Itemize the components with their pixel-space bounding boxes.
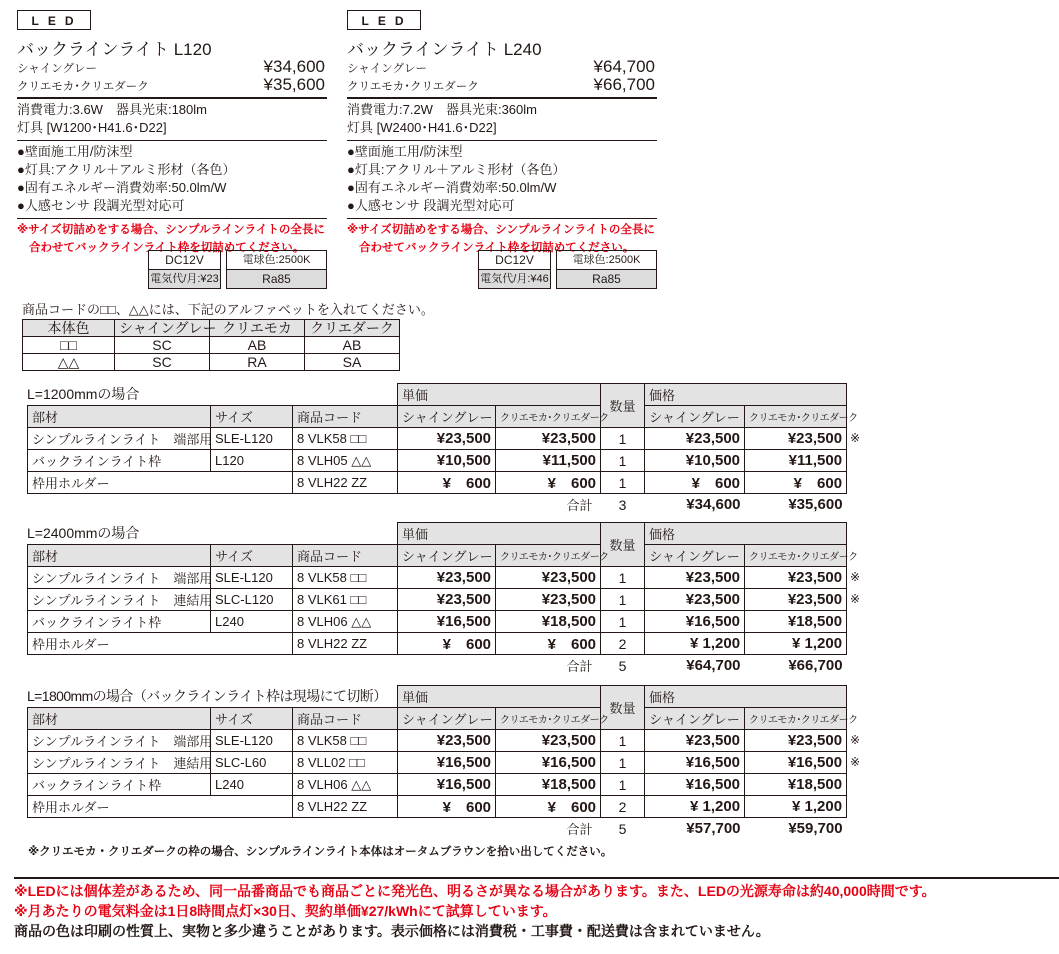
quantity: 1 <box>601 730 645 752</box>
price: ¥10,500 <box>645 450 745 472</box>
total-shine: ¥64,700 <box>686 657 741 674</box>
variant-price: ¥34,600 <box>263 57 325 76</box>
unit-price: ¥16,500 <box>496 752 601 774</box>
quantity: 1 <box>601 567 645 589</box>
price: ¥16,500 <box>745 752 847 774</box>
price-table <box>27 522 858 676</box>
feature-item: ●壁面施工用/防沫型 <box>17 144 133 159</box>
price: ¥ 1,200 <box>745 633 847 655</box>
section-title: L=1200mmの場合 <box>27 386 140 402</box>
part-name: シンプルラインライト 端部用 <box>28 567 211 589</box>
divider <box>347 97 657 99</box>
header-part: 部材 <box>28 406 211 428</box>
size: SLC-L60 <box>211 752 293 774</box>
unit-price: ¥ 600 <box>398 796 496 818</box>
table-row <box>28 752 847 774</box>
header-quantity: 数量 <box>601 686 645 730</box>
table-row <box>28 611 847 633</box>
quantity: 2 <box>601 796 645 818</box>
header-unit-price: 単価 <box>398 384 601 406</box>
table-row <box>28 428 847 450</box>
unit-price: ¥ 600 <box>496 796 601 818</box>
header-size: サイズ <box>211 708 293 730</box>
header-part: 部材 <box>28 708 211 730</box>
caution-note: ※サイズ切詰めをする場合、シンプルラインライトの全長に <box>17 224 325 236</box>
header-code: 商品コード <box>293 708 398 730</box>
unit-price: ¥23,500 <box>398 589 496 611</box>
total-row <box>28 494 847 516</box>
product-code: 8 VLH06 △△ <box>293 774 398 796</box>
total-label: 合計 <box>566 498 593 513</box>
total-crie: ¥66,700 <box>788 657 843 674</box>
product-code: 8 VLH22 ZZ <box>293 472 398 494</box>
price-table <box>27 685 858 839</box>
price: ¥23,500 <box>745 730 847 752</box>
price: ¥16,500 <box>645 611 745 633</box>
size: SLE-L120 <box>211 428 293 450</box>
unit-price: ¥18,500 <box>496 774 601 796</box>
part-name: シンプルラインライト 端部用 <box>28 730 211 752</box>
unit-price: ¥ 600 <box>496 472 601 494</box>
blank <box>28 494 496 516</box>
feature-item: ●壁面施工用/防沫型 <box>347 144 463 159</box>
variant-price-row <box>17 57 325 75</box>
variant-price-row <box>347 57 655 75</box>
price: ¥ 600 <box>745 472 847 494</box>
header-price: 価格 <box>645 686 847 708</box>
quantity: 1 <box>601 611 645 633</box>
size: L240 <box>211 774 293 796</box>
header-unit-shine: シャイングレー <box>398 406 496 428</box>
code-table-caption: 商品コードの□□、△△には、下記のアルファベットを入れてください。 <box>22 302 434 317</box>
led-badge: LED <box>347 10 421 30</box>
size: SLE-L120 <box>211 730 293 752</box>
total-shine: ¥57,700 <box>686 820 741 837</box>
table-row <box>28 774 847 796</box>
quantity: 1 <box>601 428 645 450</box>
variant-name: シャイングレー <box>17 63 98 75</box>
divider <box>347 218 657 219</box>
price: ¥16,500 <box>645 752 745 774</box>
part-name: 枠用ホルダー <box>28 472 293 494</box>
product-block <box>347 10 667 290</box>
price: ¥23,500 <box>645 730 745 752</box>
table-note: ※クリエモカ・クリエダークの枠の場合、シンプルラインライト本体はオータムブラウンを拾い出してください。 <box>28 846 613 858</box>
product-title: バックラインライト L240 <box>347 40 542 59</box>
note-mark: ※ <box>850 431 861 445</box>
variant-name: シャイングレー <box>347 63 428 75</box>
note-mark: ※ <box>850 592 861 606</box>
header-price-crie: クリエモカ･クリエダーク <box>745 708 847 730</box>
variant-name: クリエモカ･クリエダーク <box>347 81 479 93</box>
table-row <box>28 633 847 655</box>
header-price-shine: シャイングレー <box>645 406 745 428</box>
blank <box>28 818 496 840</box>
color-code-table <box>22 319 400 371</box>
caution-note: 合わせてバックラインライト枠を切詰めてください。 <box>359 242 635 254</box>
price: ¥ 1,200 <box>645 796 745 818</box>
footer-red-notes <box>14 881 936 921</box>
quantity: 1 <box>601 774 645 796</box>
divider <box>17 140 327 142</box>
quantity: 1 <box>601 472 645 494</box>
table-row <box>28 472 847 494</box>
unit-price: ¥ 600 <box>398 472 496 494</box>
unit-price: ¥23,500 <box>496 428 601 450</box>
header-code: 商品コード <box>293 406 398 428</box>
quantity: 1 <box>601 450 645 472</box>
part-name: バックラインライト枠 <box>28 611 211 633</box>
cell: SC <box>115 354 210 371</box>
ra-value: Ra85 <box>227 269 326 288</box>
size: L120 <box>211 450 293 472</box>
section-title: L=2400mmの場合 <box>27 525 140 541</box>
header-unit-price: 単価 <box>398 523 601 545</box>
note-mark: ※ <box>850 733 861 747</box>
total-label: 合計 <box>566 822 593 837</box>
product-code: 8 VLH22 ZZ <box>293 633 398 655</box>
feature-item: ●固有エネルギー消費効率:50.0lm/W <box>347 180 557 195</box>
unit-price: ¥10,500 <box>398 450 496 472</box>
total-row <box>28 818 847 840</box>
caution-note: 合わせてバックラインライト枠を切詰めてください。 <box>29 242 305 254</box>
header-price-shine: シャイングレー <box>645 545 745 567</box>
product-code: 8 VLH05 △△ <box>293 450 398 472</box>
color-temp: 電球色:2500K <box>242 254 311 266</box>
spec-box-voltage <box>478 250 551 289</box>
spec-box-color <box>556 250 657 289</box>
table-row <box>28 796 847 818</box>
header-price-crie: クリエモカ･クリエダーク <box>745 545 847 567</box>
price: ¥16,500 <box>645 774 745 796</box>
part-name: シンプルラインライト 連結用 <box>28 752 211 774</box>
table-row <box>28 450 847 472</box>
header-quantity: 数量 <box>601 523 645 567</box>
voltage: DC12V <box>165 253 204 267</box>
cell: AB <box>305 337 400 354</box>
header-price: 価格 <box>645 384 847 406</box>
cell: □□ <box>23 337 115 354</box>
quantity: 2 <box>601 633 645 655</box>
unit-price: ¥16,500 <box>398 752 496 774</box>
electricity-cost: 電気代/月:¥46 <box>479 269 550 288</box>
size-spec: 灯具 [W1200･H41.6･D22] <box>17 119 167 135</box>
spec-box-color <box>226 250 327 289</box>
note-mark: ※ <box>850 755 861 769</box>
variant-price-row <box>347 75 655 93</box>
table-row <box>28 730 847 752</box>
total-quantity: 5 <box>618 657 627 674</box>
header-size: サイズ <box>211 545 293 567</box>
header-price-shine: シャイングレー <box>645 708 745 730</box>
unit-price: ¥16,500 <box>398 611 496 633</box>
unit-price: ¥23,500 <box>398 730 496 752</box>
table-row <box>28 567 847 589</box>
header-quantity: 数量 <box>601 384 645 428</box>
product-code: 8 VLK58 □□ <box>293 730 398 752</box>
footer-black-note: 商品の色は印刷の性質上、実物と多少違うことがあります。表示価格には消費税・工事費・配送費は含まれていません。 <box>14 923 770 939</box>
price: ¥23,500 <box>745 567 847 589</box>
footer-divider <box>14 877 1059 879</box>
header-part: 部材 <box>28 545 211 567</box>
header-price: 価格 <box>645 523 847 545</box>
header-unit-shine: シャイングレー <box>398 708 496 730</box>
variant-name: クリエモカ･クリエダーク <box>17 81 149 93</box>
header-unit-crie: クリエモカ･クリエダーク <box>496 545 601 567</box>
cell: SA <box>305 354 400 371</box>
price: ¥18,500 <box>745 611 847 633</box>
feature-item: ●灯具:アクリル＋アルミ形材（各色） <box>347 162 566 177</box>
divider <box>17 218 327 219</box>
unit-price: ¥ 600 <box>496 633 601 655</box>
led-badge: LED <box>17 10 91 30</box>
part-name: 枠用ホルダー <box>28 796 293 818</box>
size: L240 <box>211 611 293 633</box>
electricity-cost: 電気代/月:¥23 <box>149 269 220 288</box>
total-shine: ¥34,600 <box>686 496 741 513</box>
voltage: DC12V <box>495 253 534 267</box>
variant-price: ¥35,600 <box>263 75 325 94</box>
part-name: バックラインライト枠 <box>28 450 211 472</box>
product-code: 8 VLH22 ZZ <box>293 796 398 818</box>
size: SLC-L120 <box>211 589 293 611</box>
variant-price: ¥64,700 <box>593 57 655 76</box>
table-row <box>28 589 847 611</box>
footer-red-note: ※月あたりの電気料金は1日8時間点灯×30日、契約単価¥27/kWhにて試算しています。 <box>14 903 557 919</box>
feature-item: ●人感センサ 段調光型対応可 <box>17 198 185 213</box>
price: ¥18,500 <box>745 774 847 796</box>
price: ¥23,500 <box>745 428 847 450</box>
part-name: 枠用ホルダー <box>28 633 293 655</box>
code-row <box>23 354 400 371</box>
spec-box-voltage <box>148 250 221 289</box>
header-code: 商品コード <box>293 545 398 567</box>
caution-note: ※サイズ切詰めをする場合、シンプルラインライトの全長に <box>347 224 655 236</box>
price-table <box>27 383 858 515</box>
footer-red-note: ※LEDには個体差があるため、同一品番商品でも商品ごとに発光色、明るさが異なる場合があります。また、LEDの光源寿命は約40,000時間です。 <box>14 883 936 899</box>
unit-price: ¥ 600 <box>398 633 496 655</box>
variant-price-row <box>17 75 325 93</box>
feature-item: ●人感センサ 段調光型対応可 <box>347 198 515 213</box>
header-unit-crie: クリエモカ･クリエダーク <box>496 708 601 730</box>
header-moca: クリエモカ <box>210 320 305 337</box>
blank <box>28 655 496 677</box>
variant-price: ¥66,700 <box>593 75 655 94</box>
unit-price: ¥18,500 <box>496 611 601 633</box>
power-spec: 消費電力:3.6W 器具光束:180lm <box>17 101 207 117</box>
ra-value: Ra85 <box>557 269 656 288</box>
divider <box>347 140 657 142</box>
price: ¥ 600 <box>645 472 745 494</box>
code-row <box>23 337 400 354</box>
price: ¥ 1,200 <box>645 633 745 655</box>
cell: SC <box>115 337 210 354</box>
section-title: L=1800mmの場合（バックラインライト枠は現場にて切断） <box>27 688 387 704</box>
total-crie: ¥59,700 <box>788 820 843 837</box>
total-crie: ¥35,600 <box>788 496 843 513</box>
header-body-color: 本体色 <box>23 320 115 337</box>
header-size: サイズ <box>211 406 293 428</box>
product-code: 8 VLK58 □□ <box>293 428 398 450</box>
product-code: 8 VLL02 □□ <box>293 752 398 774</box>
size: SLE-L120 <box>211 567 293 589</box>
product-title: バックラインライト L120 <box>17 40 212 59</box>
unit-price: ¥23,500 <box>496 567 601 589</box>
unit-price: ¥16,500 <box>398 774 496 796</box>
size-spec: 灯具 [W2400･H41.6･D22] <box>347 119 497 135</box>
divider <box>17 97 327 99</box>
note-mark: ※ <box>850 570 861 584</box>
header-price-crie: クリエモカ･クリエダーク <box>745 406 847 428</box>
part-name: シンプルラインライト 連結用 <box>28 589 211 611</box>
feature-item: ●固有エネルギー消費効率:50.0lm/W <box>17 180 227 195</box>
unit-price: ¥23,500 <box>496 589 601 611</box>
header-unit-crie: クリエモカ･クリエダーク <box>496 406 601 428</box>
total-label: 合計 <box>566 659 593 674</box>
cell: RA <box>210 354 305 371</box>
feature-item: ●灯具:アクリル＋アルミ形材（各色） <box>17 162 236 177</box>
unit-price: ¥11,500 <box>496 450 601 472</box>
price: ¥ 1,200 <box>745 796 847 818</box>
cell: △△ <box>23 354 115 371</box>
product-block <box>17 10 337 290</box>
price: ¥23,500 <box>645 428 745 450</box>
product-code: 8 VLH06 △△ <box>293 611 398 633</box>
color-temp: 電球色:2500K <box>572 254 641 266</box>
product-code: 8 VLK58 □□ <box>293 567 398 589</box>
header-unit-price: 単価 <box>398 686 601 708</box>
price: ¥23,500 <box>645 567 745 589</box>
quantity: 1 <box>601 589 645 611</box>
total-row <box>28 655 847 677</box>
part-name: シンプルラインライト 端部用 <box>28 428 211 450</box>
total-quantity: 5 <box>618 820 627 837</box>
total-quantity: 3 <box>618 496 627 513</box>
header-unit-shine: シャイングレー <box>398 545 496 567</box>
unit-price: ¥23,500 <box>398 567 496 589</box>
part-name: バックラインライト枠 <box>28 774 211 796</box>
header-shine: シャイングレー <box>115 320 210 337</box>
product-code: 8 VLK61 □□ <box>293 589 398 611</box>
price: ¥11,500 <box>745 450 847 472</box>
price: ¥23,500 <box>645 589 745 611</box>
power-spec: 消費電力:7.2W 器具光束:360lm <box>347 101 537 117</box>
unit-price: ¥23,500 <box>496 730 601 752</box>
price: ¥23,500 <box>745 589 847 611</box>
unit-price: ¥23,500 <box>398 428 496 450</box>
header-dark: クリエダーク <box>305 320 400 337</box>
quantity: 1 <box>601 752 645 774</box>
cell: AB <box>210 337 305 354</box>
